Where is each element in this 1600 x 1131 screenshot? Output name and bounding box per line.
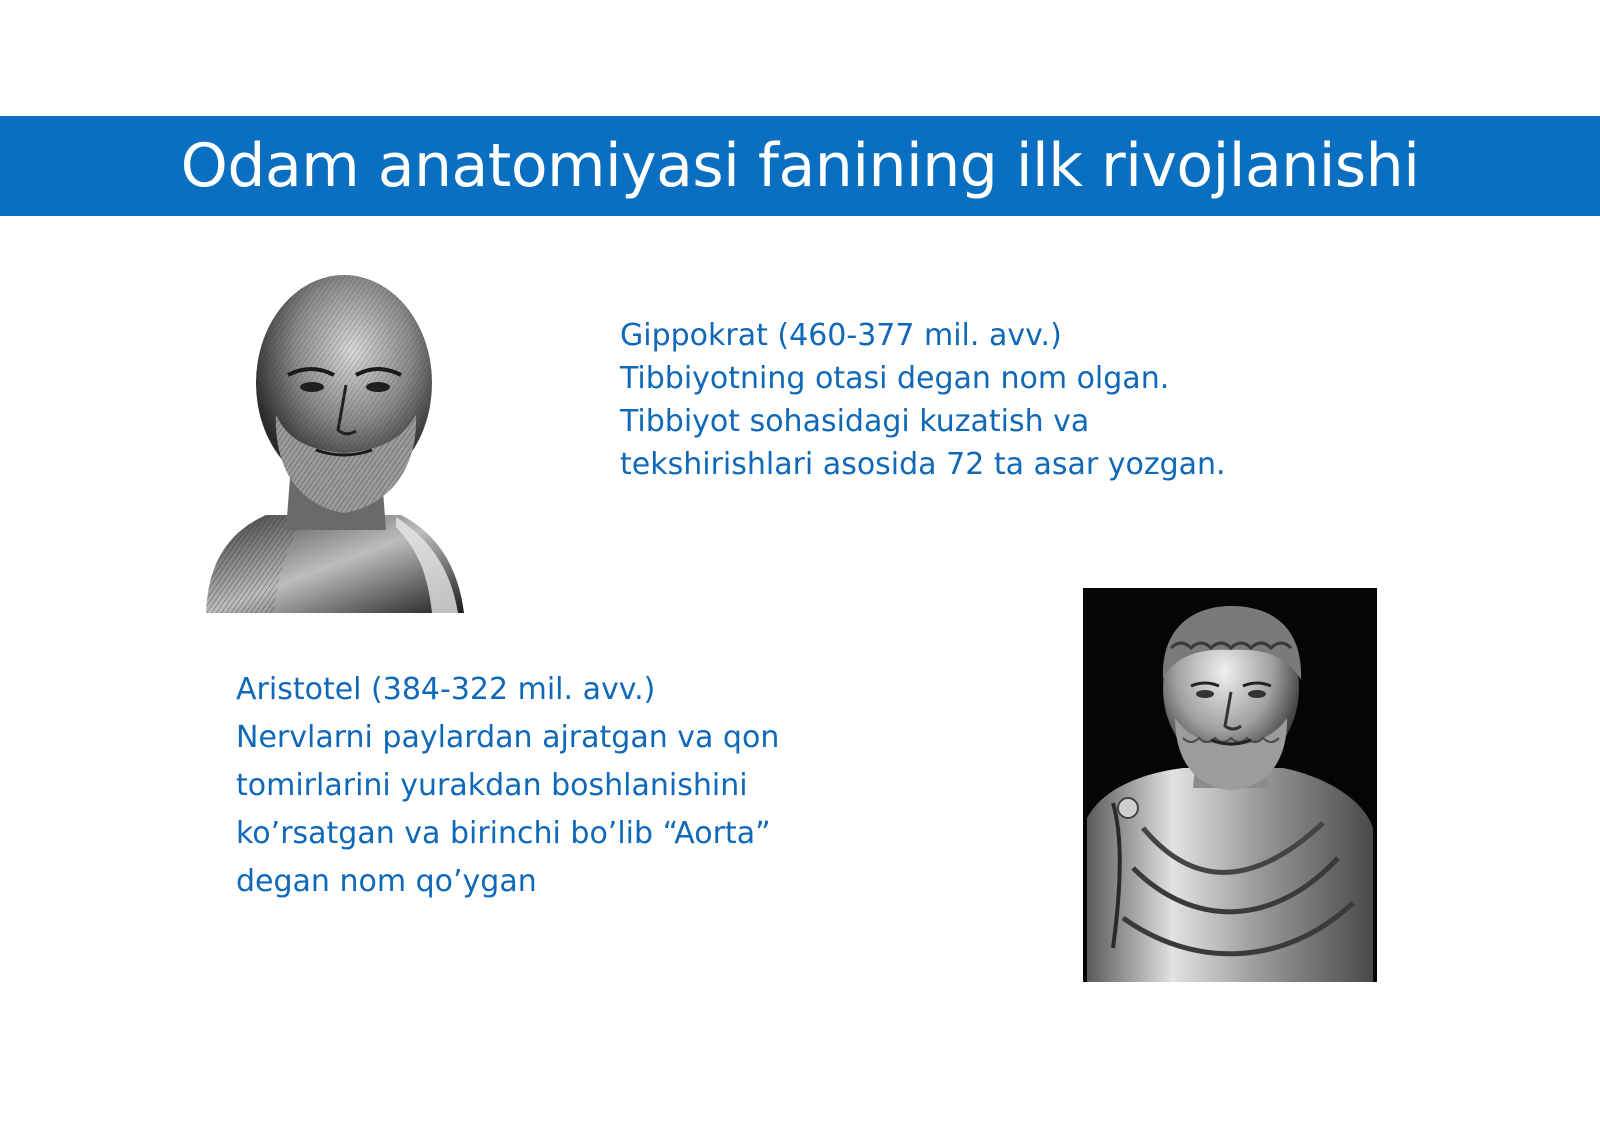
aristotle-heading: Aristotel (384-322 mil. avv.) — [236, 672, 656, 707]
title-bar — [0, 116, 1600, 216]
hippocrates-line: Tibbiyotning otasi degan nom olgan. — [620, 361, 1170, 396]
aristotle-line: tomirlarini yurakdan boshlanishini — [236, 768, 748, 803]
hippocrates-heading: Gippokrat (460-377 mil. avv.) — [620, 318, 1062, 353]
slide-title: Odam anatomiyasi fanining ilk rivojlanishi — [180, 131, 1420, 201]
hippocrates-portrait — [196, 265, 468, 613]
aristotle-bust-icon — [1083, 588, 1377, 982]
hippocrates-line: Tibbiyot sohasidagi kuzatish va — [620, 404, 1090, 439]
aristotle-text — [236, 666, 779, 906]
hippocrates-text — [620, 314, 1226, 486]
hippocrates-bust-icon — [196, 265, 468, 613]
aristotle-line: degan nom qo’ygan — [236, 864, 537, 899]
aristotle-line: Nervlarni paylardan ajratgan va qon — [236, 720, 780, 755]
aristotle-portrait — [1083, 588, 1377, 982]
aristotle-line: ko’rsatgan va birinchi bo’lib “Aorta” — [236, 816, 771, 851]
hippocrates-line: tekshirishlari asosida 72 ta asar yozgan. — [620, 447, 1226, 482]
